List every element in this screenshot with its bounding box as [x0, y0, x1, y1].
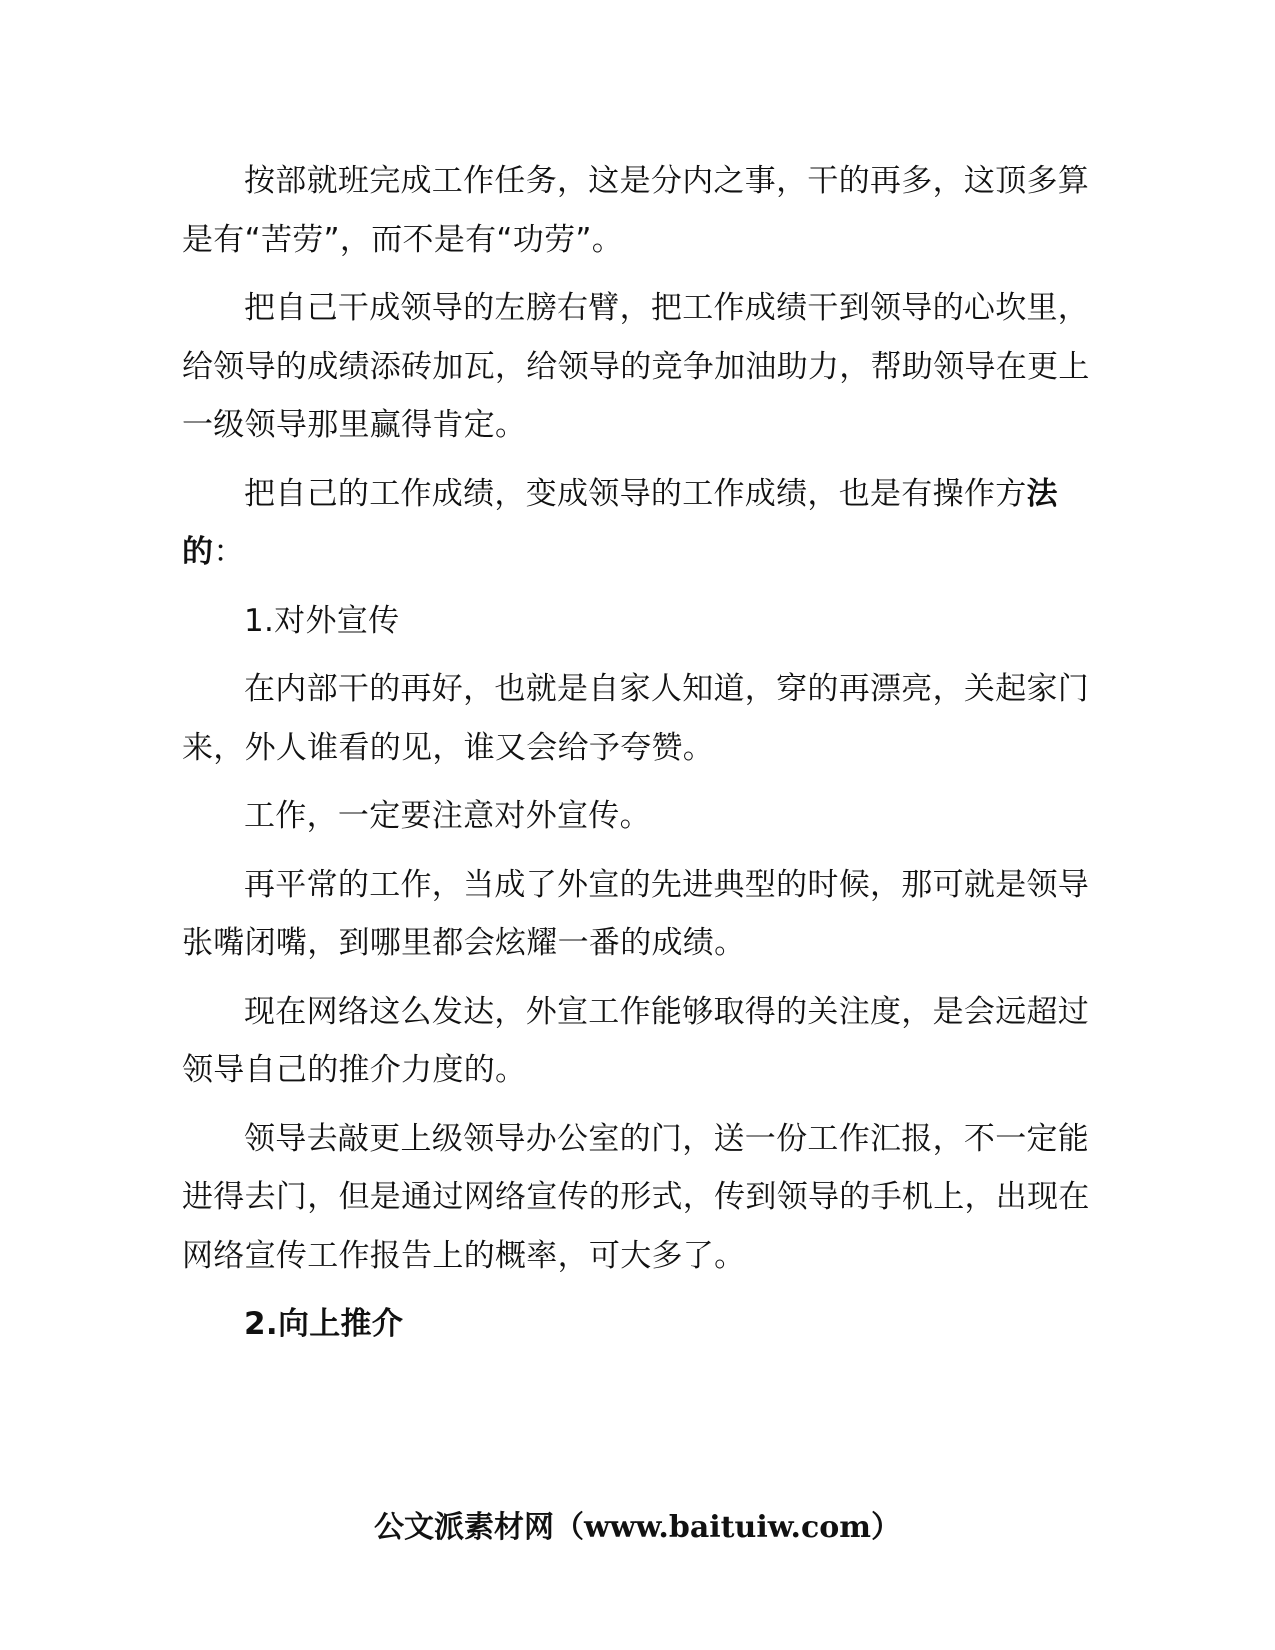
paragraph-4: 在内部干的再好，也就是自家人知道，穿的再漂亮，关起家门来，外人谁看的见，谁又会给予夸赞。 [182, 671, 1090, 766]
paragraph-3-tail: ： [213, 534, 245, 570]
footer-watermark: 公文派素材网（www.baituiw.com） [373, 1510, 902, 1545]
section-heading-2: 2.向上推介 [244, 1306, 404, 1342]
paragraph-2: 把自己干成领导的左膀右臂，把工作成绩干到领导的心坎里，给领导的成绩添砖加瓦，给领导的竞争加油助力，帮助领导在更上一级领导那里赢得肯定。 [182, 290, 1090, 443]
paragraph-3-main: 把自己的工作成绩，变成领导的工作成绩，也是有操作方 [244, 475, 1027, 512]
section-heading-1: 1.对外宣传 [244, 602, 400, 639]
paragraph-8: 领导去敲更上级领导办公室的门，送一份工作汇报，不一定能进得去门，但是通过网络宣传的形式，传到领导的手机上，出现在网络宣传工作报告上的概率，可大多了。 [182, 1120, 1090, 1274]
paragraph-7: 现在网络这么发达，外宣工作能够取得的关注度，是会远超过领导自己的推介力度的。 [182, 993, 1090, 1088]
paragraph-5: 工作，一定要注意对外宣传。 [244, 798, 651, 834]
document-body [182, 152, 1092, 1364]
paragraph-3-bold: 法的 [182, 475, 1058, 570]
paragraph-6: 再平常的工作，当成了外宣的先进典型的时候，那可就是领导张嘴闭嘴，到哪里都会炫耀一番的成绩。 [182, 866, 1090, 961]
paragraph-1: 按部就班完成工作任务，这是分内之事，干的再多，这顶多算是有“苦劳”，而不是有“功劳”。 [182, 163, 1090, 258]
paragraph-3 [182, 465, 1092, 582]
